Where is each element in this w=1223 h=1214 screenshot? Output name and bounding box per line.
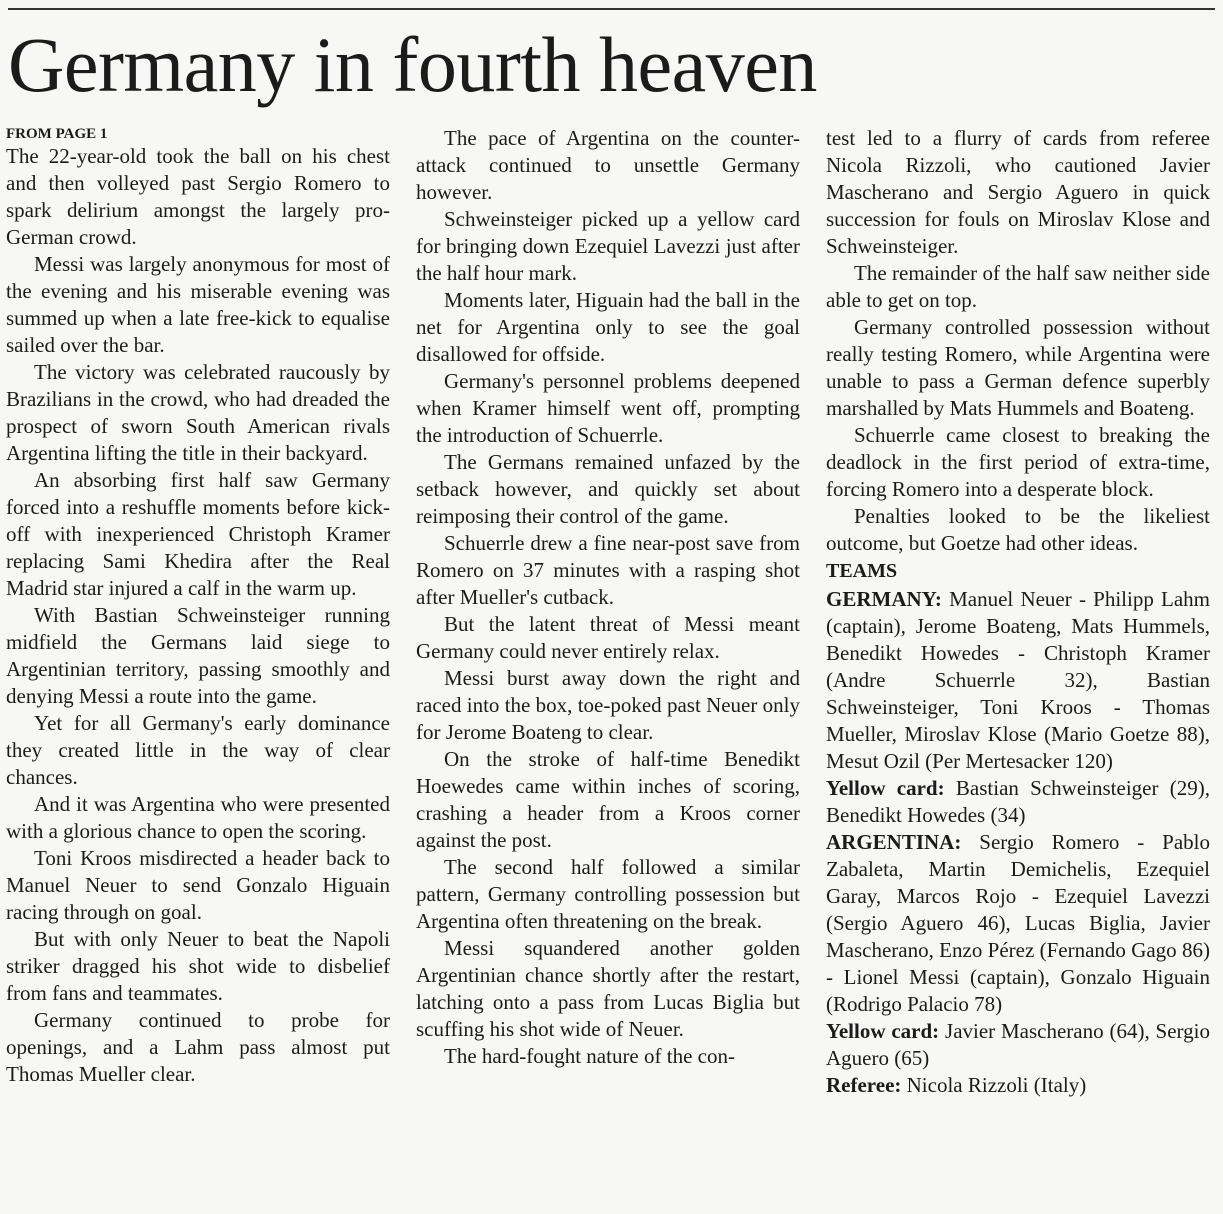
argentina-label: ARGENTINA: bbox=[826, 830, 962, 854]
paragraph: The hard-fought nature of the con- bbox=[444, 1044, 735, 1068]
paragraph: Germany's personnel problems deepened when Kramer himself went off, prompting the introduction of Schuerrle. bbox=[416, 369, 800, 447]
germany-yellow-players: Bastian Schweinsteiger (29), Benedikt Howedes (34) bbox=[826, 776, 1211, 827]
referee-name: Nicola Rizzoli (Italy) bbox=[906, 1073, 1087, 1097]
paragraph: Schuerrle drew a fine near-post save from Romero on 37 minutes with a rasping shot after Mueller's cutback. bbox=[416, 531, 800, 609]
paragraph: The remainder of the half saw neither side able to get on top. bbox=[826, 261, 1210, 312]
teams-heading: TEAMS bbox=[826, 560, 898, 582]
referee-line bbox=[826, 1072, 1210, 1099]
germany-lineup bbox=[826, 586, 1210, 775]
paragraph: Germany controlled possession without really testing Romero, while Argentina were unable to pass a German defence superbly marshalled by Mats Hummels and Boateng. bbox=[826, 315, 1210, 420]
paragraph: Schweinsteiger picked up a yellow card for bringing down Ezequiel Lavezzi just after the half hour mark. bbox=[416, 207, 800, 285]
argentina-yellow-cards bbox=[826, 1018, 1210, 1072]
paragraph: On the stroke of half-time Benedikt Hoewedes came within inches of scoring, crashing a header from a Kroos corner against the post. bbox=[416, 747, 800, 852]
article-column-1 bbox=[6, 125, 390, 1088]
paragraph: Messi squandered another golden Argentinian chance shortly after the restart, latching onto a pass from Lucas Biglia but scuffing his shot wide of Neuer. bbox=[416, 936, 800, 1041]
paragraph: The Germans remained unfazed by the setback however, and quickly set about reimposing their control of the game. bbox=[416, 450, 800, 528]
top-rule bbox=[8, 8, 1215, 10]
germany-yellow-cards bbox=[826, 775, 1210, 829]
continuation-kicker: FROM PAGE 1 bbox=[6, 126, 108, 142]
paragraph: Messi burst away down the right and raced into the box, toe-poked past Neuer only for Jerome Boateng to clear. bbox=[416, 666, 800, 744]
article-column-3 bbox=[826, 125, 1210, 1099]
paragraph: The 22-year-old took the ball on his chest and then volleyed past Sergio Romero to spark delirium amongst the largely pro-German crowd. bbox=[6, 144, 390, 249]
paragraph: Schuerrle came closest to breaking the deadlock in the first period of extra-time, forcing Romero into a desperate block. bbox=[826, 423, 1210, 501]
headline: Germany in fourth heaven bbox=[8, 21, 817, 108]
argentina-players: Sergio Romero - Pablo Zabaleta, Martin Demichelis, Ezequiel Garay, Marcos Rojo - Ezequiel Lavezzi (Sergio Aguero 46), Lucas Biglia, Javier Mascherano, Enzo Pérez (Fernando Gago 86) - Lionel Messi (captain), Gonzalo Higuain (Rodrigo Palacio 78) bbox=[826, 830, 1211, 1016]
paragraph: The victory was celebrated raucously by Brazilians in the crowd, who had dreaded the prospect of sworn South American rivals Argentina lifting the title in their backyard. bbox=[6, 360, 390, 465]
paragraph: Yet for all Germany's early dominance they created little in the way of clear chances. bbox=[6, 711, 390, 789]
paragraph: Toni Kroos misdirected a header back to Manuel Neuer to send Gonzalo Higuain racing through on goal. bbox=[6, 846, 390, 924]
argentina-yellow-players: Javier Mascherano (64), Sergio Aguero (65) bbox=[826, 1019, 1211, 1070]
paragraph: Messi was largely anonymous for most of the evening and his miserable evening was summed up when a late free-kick to equalise sailed over the bar. bbox=[6, 252, 390, 357]
argentina-lineup bbox=[826, 829, 1210, 1018]
referee-label: Referee: bbox=[826, 1073, 902, 1097]
paragraph: Penalties looked to be the likeliest outcome, but Goetze had other ideas. bbox=[826, 504, 1210, 555]
paragraph: Germany continued to probe for openings, and a Lahm pass almost put Thomas Mueller clear. bbox=[6, 1008, 390, 1086]
paragraph: With Bastian Schweinsteiger running midfield the Germans laid siege to Argentinian territory, passing smoothly and denying Messi a route into the game. bbox=[6, 603, 390, 708]
yellow-card-label: Yellow card: bbox=[826, 1019, 940, 1043]
yellow-card-label: Yellow card: bbox=[826, 776, 945, 800]
paragraph: The pace of Argentina on the counter-attack continued to unsettle Germany however. bbox=[416, 126, 800, 204]
article-column-2 bbox=[416, 125, 800, 1070]
germany-players: Manuel Neuer - Philipp Lahm (captain), Jerome Boateng, Mats Hummels, Benedikt Howedes - Christoph Kramer (Andre Schuerrle 32), Bastian Schweinsteiger, Toni Kroos - Thomas Mueller, Miroslav Klose (Mario Goetze 88), Mesut Ozil (Per Mertesacker 120) bbox=[826, 587, 1211, 773]
paragraph: Moments later, Higuain had the ball in the net for Argentina only to see the goal disallowed for offside. bbox=[416, 288, 800, 366]
paragraph: But the latent threat of Messi meant Germany could never entirely relax. bbox=[416, 612, 800, 663]
paragraph: test led to a flurry of cards from referee Nicola Rizzoli, who cautioned Javier Mascherano and Sergio Aguero in quick succession for fouls on Miroslav Klose and Schweinsteiger. bbox=[826, 126, 1210, 258]
paragraph: The second half followed a similar pattern, Germany controlling possession but Argentina often threatening on the break. bbox=[416, 855, 800, 933]
paragraph: And it was Argentina who were presented with a glorious chance to open the scoring. bbox=[6, 792, 390, 843]
paragraph: An absorbing first half saw Germany forced into a reshuffle moments before kick-off with inexperienced Christoph Kramer replacing Sami Khedira after the Real Madrid star injured a calf in the warm up. bbox=[6, 468, 390, 600]
paragraph: But with only Neuer to beat the Napoli striker dragged his shot wide to disbelief from fans and teammates. bbox=[6, 927, 390, 1005]
germany-label: GERMANY: bbox=[826, 587, 942, 611]
